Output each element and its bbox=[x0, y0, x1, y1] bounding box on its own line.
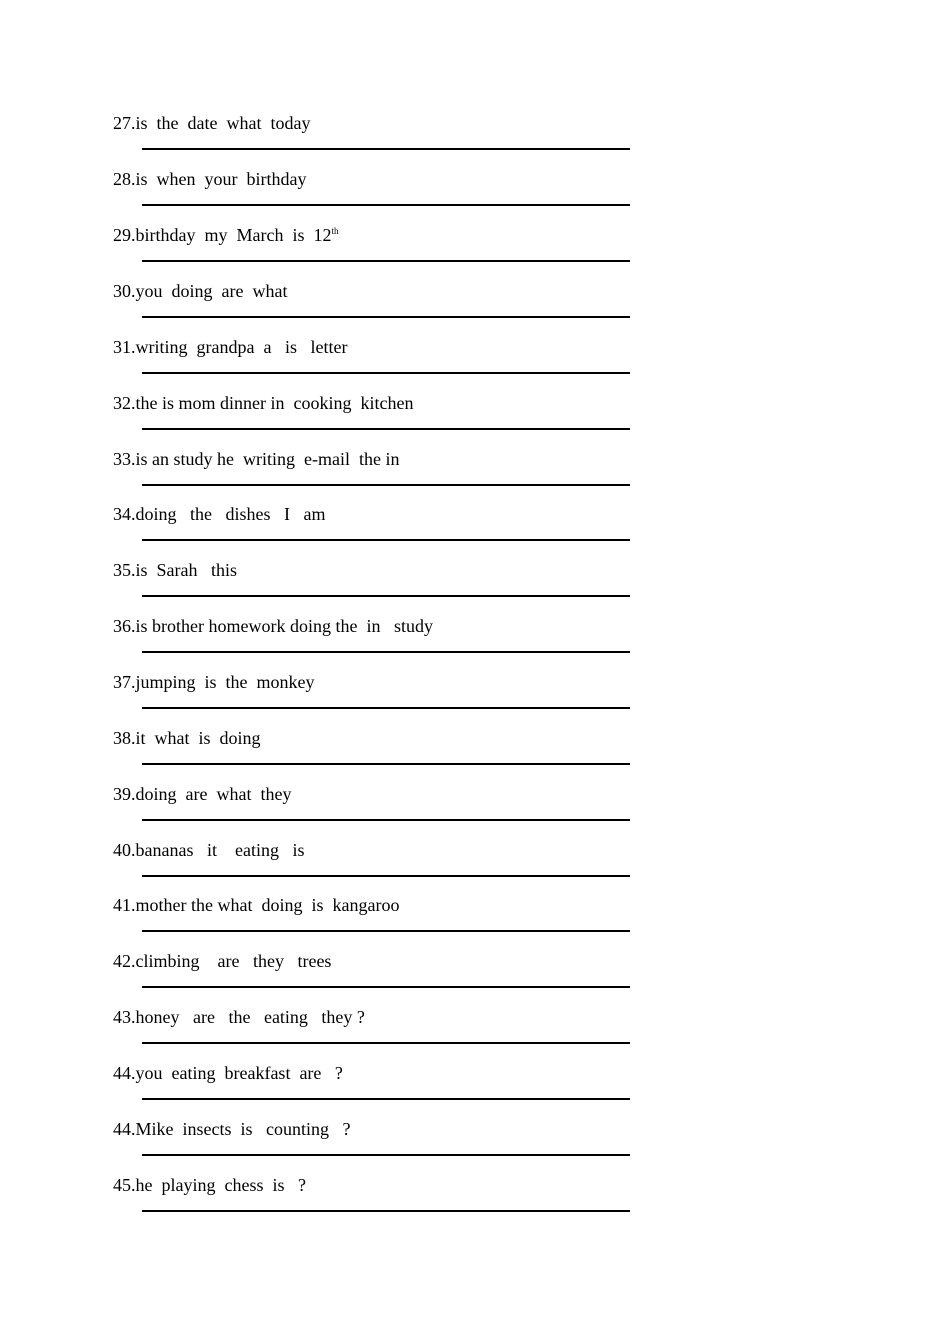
question-item bbox=[113, 280, 633, 336]
answer-line[interactable] bbox=[142, 428, 630, 430]
answer-line[interactable] bbox=[142, 1154, 630, 1156]
question-text: 38.it what is doing bbox=[113, 728, 261, 748]
question-item bbox=[113, 671, 633, 727]
question-text: 27.is the date what today bbox=[113, 113, 311, 133]
answer-line[interactable] bbox=[142, 707, 630, 709]
question-text: 41.mother the what doing is kangaroo bbox=[113, 895, 400, 915]
question-item bbox=[113, 894, 633, 950]
question-text: 28.is when your birthday bbox=[113, 169, 307, 189]
question-item bbox=[113, 448, 633, 504]
question-item bbox=[113, 727, 633, 783]
question-item bbox=[113, 950, 633, 1006]
question-text: 44.Mike insects is counting ? bbox=[113, 1119, 351, 1139]
question-item bbox=[113, 1006, 633, 1062]
question-text: 45.he playing chess is ? bbox=[113, 1175, 306, 1195]
answer-line[interactable] bbox=[142, 875, 630, 877]
question-text: 37.jumping is the monkey bbox=[113, 672, 315, 692]
answer-line[interactable] bbox=[142, 539, 630, 541]
question-text: 40.bananas it eating is bbox=[113, 840, 305, 860]
question-item bbox=[113, 783, 633, 839]
question-text: 44.you eating breakfast are ? bbox=[113, 1063, 343, 1083]
answer-line[interactable] bbox=[142, 819, 630, 821]
answer-line[interactable] bbox=[142, 595, 630, 597]
question-item bbox=[113, 392, 633, 448]
answer-line[interactable] bbox=[142, 1098, 630, 1100]
question-text: 39.doing are what they bbox=[113, 784, 292, 804]
question-item bbox=[113, 1174, 633, 1230]
question-text: 30.you doing are what bbox=[113, 281, 288, 301]
question-text: 34.doing the dishes I am bbox=[113, 504, 326, 524]
answer-line[interactable] bbox=[142, 148, 630, 150]
answer-line[interactable] bbox=[142, 986, 630, 988]
question-item bbox=[113, 112, 633, 168]
question-item bbox=[113, 1062, 633, 1118]
answer-line[interactable] bbox=[142, 1210, 630, 1212]
answer-line[interactable] bbox=[142, 372, 630, 374]
question-text: 42.climbing are they trees bbox=[113, 951, 332, 971]
question-item bbox=[113, 615, 633, 671]
answer-line[interactable] bbox=[142, 763, 630, 765]
answer-line[interactable] bbox=[142, 1042, 630, 1044]
question-text: 36.is brother homework doing the in study bbox=[113, 616, 433, 636]
answer-line[interactable] bbox=[142, 930, 630, 932]
answer-line[interactable] bbox=[142, 484, 630, 486]
question-item bbox=[113, 224, 633, 280]
question-text: 33.is an study he writing e-mail the in bbox=[113, 449, 400, 469]
answer-line[interactable] bbox=[142, 204, 630, 206]
question-item bbox=[113, 168, 633, 224]
answer-line[interactable] bbox=[142, 651, 630, 653]
question-text: 29.birthday my March is 12th bbox=[113, 225, 339, 245]
question-item bbox=[113, 1118, 633, 1174]
question-text: 43.honey are the eating they ? bbox=[113, 1007, 365, 1027]
question-item bbox=[113, 559, 633, 615]
question-item bbox=[113, 503, 633, 559]
question-item bbox=[113, 336, 633, 392]
question-text: 35.is Sarah this bbox=[113, 560, 237, 580]
answer-line[interactable] bbox=[142, 316, 630, 318]
question-text: 31.writing grandpa a is letter bbox=[113, 337, 348, 357]
question-text: 32.the is mom dinner in cooking kitchen bbox=[113, 393, 414, 413]
answer-line[interactable] bbox=[142, 260, 630, 262]
question-item bbox=[113, 839, 633, 895]
